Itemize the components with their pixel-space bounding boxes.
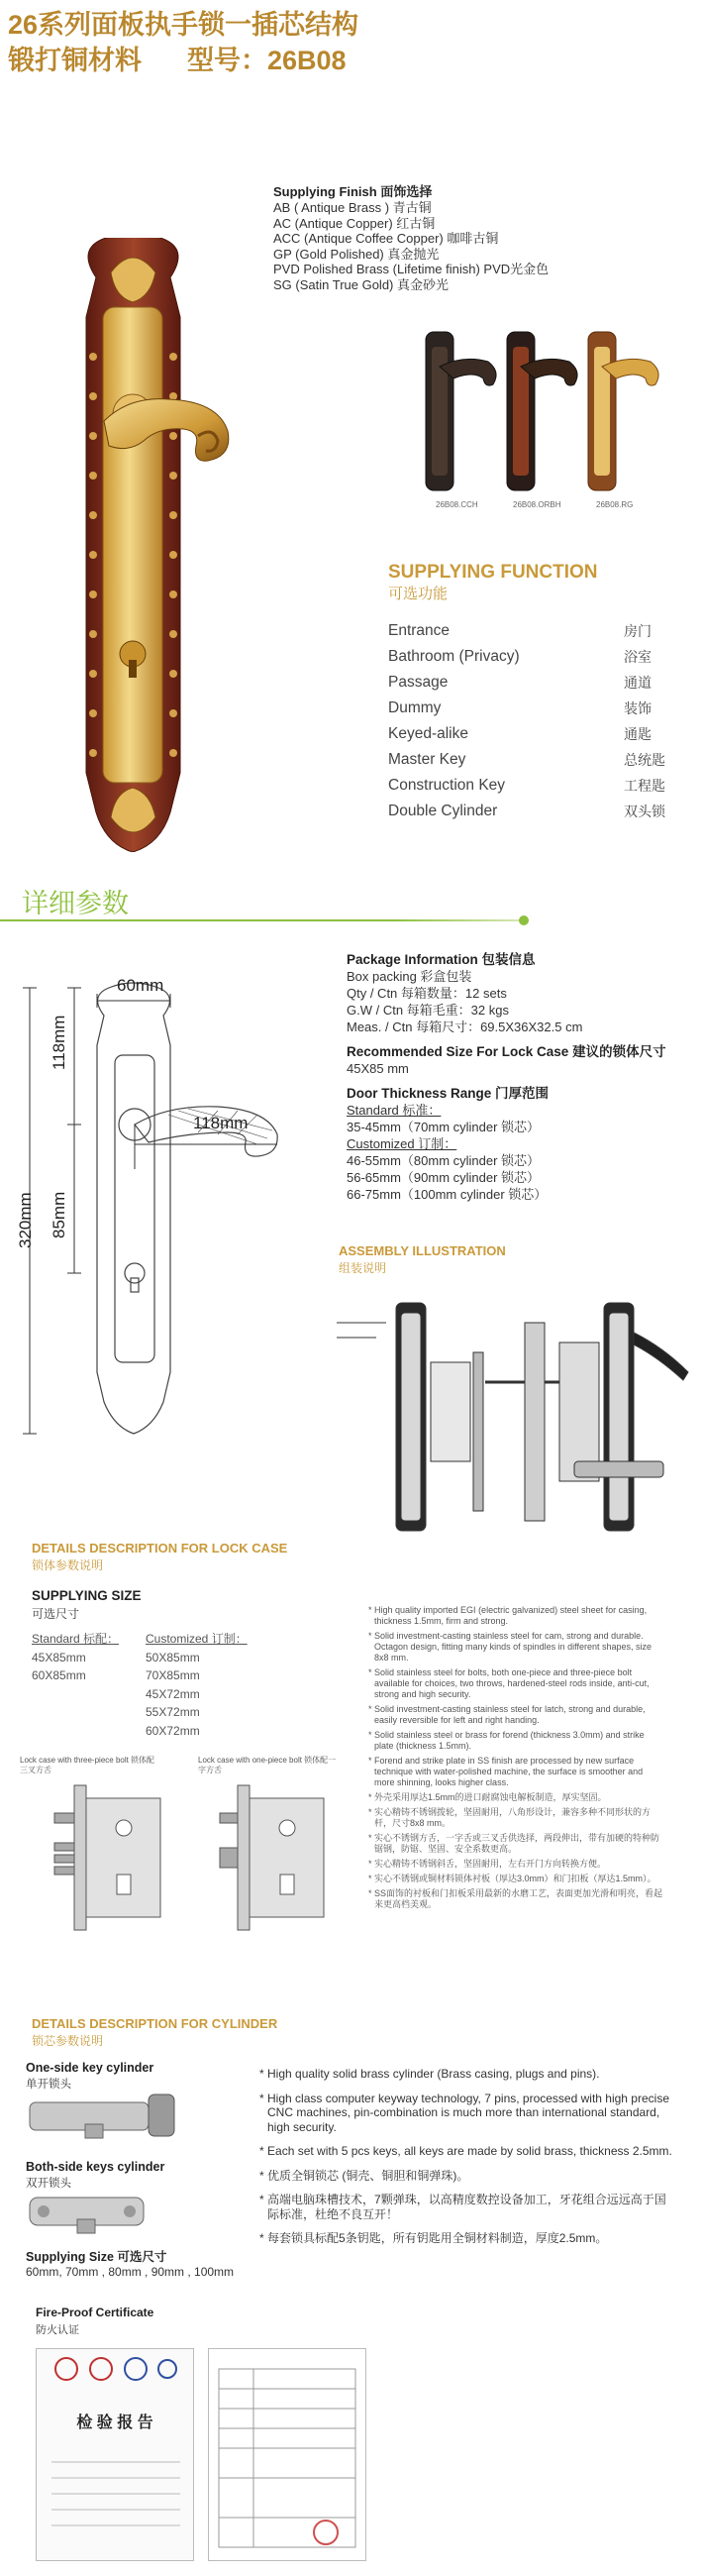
- variant-thumb-cch: [414, 327, 503, 495]
- assembly-subtitle: 组装说明: [339, 1261, 387, 1275]
- size-item: 70X85mm: [146, 1668, 200, 1682]
- certificate-subtitle: 防火认证: [36, 2324, 79, 2336]
- bullet: * SS面饰的衬板和门扣板采用最新的水磨工艺，表面更加光滑和明亮，看起来更高档美观。: [368, 1888, 663, 1909]
- function-en: Master Key: [388, 751, 466, 768]
- bullet: * Each set with 5 pcs keys, all keys are made by solid brass, thickness 2.5mm.: [259, 2144, 672, 2158]
- package-line: Box packing 彩盒包装: [347, 969, 472, 984]
- finish-item: ACC (Antique Coffee Copper) 咖啡古铜: [273, 231, 499, 246]
- function-cn: 通道: [624, 675, 652, 691]
- package-info: [347, 951, 666, 1203]
- product-subtitle: [8, 44, 347, 77]
- lock-case-one-bolt-image: [198, 1783, 356, 1932]
- function-row: [388, 721, 685, 747]
- function-subtitle: 可选功能: [388, 586, 449, 602]
- finish-item: GP (Gold Polished) 真金抛光: [273, 246, 440, 262]
- dim-width: 60mm: [117, 976, 164, 995]
- lock-case-title: DETAILS DESCRIPTION FOR LOCK CASE: [32, 1541, 288, 1556]
- main-lever-image: [99, 391, 238, 490]
- certificate-title: Fire-Proof Certificate: [36, 2306, 154, 2319]
- model-label: 型号：26B08: [187, 46, 347, 75]
- function-title: SUPPLYING FUNCTION: [388, 562, 598, 583]
- function-cn: 工程匙: [624, 778, 665, 794]
- function-cn: 装饰: [624, 700, 652, 716]
- function-en: Bathroom (Privacy): [388, 648, 520, 665]
- finish-item: SG (Satin True Gold) 真金砂光: [273, 276, 449, 292]
- finish-item: AB ( Antique Brass ) 青古铜: [273, 200, 432, 215]
- size-item: 45X72mm: [146, 1686, 200, 1701]
- bullet: * Solid stainless steel or brass for forend (thickness 3.0mm) and strike plate (thickness 1.5mm).: [368, 1730, 645, 1751]
- function-en: Entrance: [388, 622, 451, 639]
- function-table: [388, 618, 685, 824]
- section-title: 详细参数: [22, 889, 129, 918]
- package-line: G.W / Ctn 每箱毛重：32 kgs: [347, 1003, 509, 1018]
- function-row: [388, 644, 685, 670]
- finish-item: PVD Polished Brass (Lifetime finish) PVD光金色: [273, 262, 550, 276]
- function-cn: 浴室: [624, 649, 652, 665]
- function-cn: 总统匙: [624, 752, 665, 768]
- lock-case-caption: Lock case with three-piece bolt 锁体配三叉方舌: [20, 1756, 155, 1774]
- function-row: [388, 747, 685, 773]
- bullet: * Solid investment-casting stainless steel for latch, strong and durable, easily reversible for left and right handing.: [368, 1704, 646, 1725]
- cylinder-title: DETAILS DESCRIPTION FOR CYLINDER: [32, 2016, 278, 2031]
- lock-case-caption: Lock case with one-piece bolt 锁体配一字方舌: [198, 1756, 337, 1774]
- dim-lower: 85mm: [50, 1191, 68, 1238]
- bullet: * 实心精铸不锈钢拨轮，坚固耐用，八角形设计，兼容多种不同形状的方杆，尺寸8x8 mm。: [368, 1807, 652, 1828]
- size-item: 50X85mm: [146, 1650, 200, 1664]
- dim-total: 320mm: [16, 1192, 35, 1248]
- section-divider: [0, 919, 525, 921]
- bullet: * High quality imported EGI (electric galvanized) steel sheet for casing, thickness 1.5mm, firm and strong.: [368, 1605, 648, 1626]
- one-side-cylinder-cn: 单开锁头: [26, 2079, 71, 2091]
- dim-upper: 118mm: [50, 1015, 68, 1070]
- function-en: Double Cylinder: [388, 803, 498, 819]
- lock-case-bullets: [368, 1605, 665, 1914]
- size-item: 45X85mm: [32, 1650, 86, 1664]
- cylinder-subtitle: 锁芯参数说明: [32, 2034, 104, 2048]
- bullet: * High class computer keyway technology, 7 pins, processed with high precise CNC machines, pin-combination is much more than international standard, high security.: [259, 2091, 669, 2134]
- supplying-size-subtitle: 可选尺寸: [32, 1607, 80, 1621]
- function-cn: 双头锁: [624, 804, 665, 819]
- function-row: [388, 696, 685, 721]
- function-row: [388, 670, 685, 696]
- door-thickness-title: Door Thickness Range 门厚范围: [347, 1086, 550, 1101]
- material-label: 锻打铜材料: [8, 46, 142, 75]
- bullet: * Solid investment-casting stainless steel for cam, strong and durable. Octagon design, fitting many kinds of spindles in different shapes, size 8x8 mm.: [368, 1631, 652, 1663]
- standard-label: Standard 标准：: [347, 1103, 442, 1118]
- cylinder-bullets: [259, 2067, 675, 2256]
- recommended-title: Recommended Size For Lock Case 建议的锁体尺寸: [347, 1044, 666, 1059]
- dim-handle: 118mm: [193, 1114, 249, 1132]
- bullet: * Forend and strike plate in SS finish are processed by new surface technique with water-polished machine, the surface is smoother and more shinning, looks higher class.: [368, 1756, 644, 1787]
- variant-label: 26B08.CCH: [436, 500, 478, 509]
- customized-line: 46-55mm（80mm cylinder 锁芯）: [347, 1153, 541, 1168]
- bullet: * 实心不锈钢或铜材料锁体衬板（厚达3.0mm）和门扣板（厚达1.5mm）。: [368, 1874, 656, 1883]
- custom-sizes: [146, 1630, 248, 1740]
- lock-case-subtitle: 锁体参数说明: [32, 1558, 104, 1572]
- size-item: 60X72mm: [146, 1723, 200, 1738]
- bullet: * 外壳采用厚达1.5mm的进口耐腐蚀电解板制造，厚实坚固。: [368, 1792, 607, 1802]
- bullet: * High quality solid brass cylinder (Brass casing, plugs and pins).: [259, 2067, 600, 2081]
- variant-label: 26B08.ORBH: [513, 500, 561, 509]
- variant-thumb-orbh: [495, 327, 584, 495]
- package-line: Qty / Ctn 每箱数量：12 sets: [347, 986, 507, 1001]
- bullet: * 实心不锈钢方舌，一字舌或三叉舌供选择，两段伸出，带有加硬的特种防锯钢，防锯、坚固、安全系数更高。: [368, 1833, 660, 1854]
- assembly-title: ASSEMBLY ILLUSTRATION: [339, 1243, 506, 1258]
- bullet: * 高端电脑珠槽技术，7颗弹珠，以高精度数控设备加工，牙花组合远远高于国际标准，杜绝不良互开！: [259, 2193, 666, 2221]
- function-en: Dummy: [388, 699, 442, 716]
- variant-thumb-rg: [576, 327, 665, 495]
- customized-label: Customized 订制：: [347, 1136, 457, 1151]
- certificate-table: [209, 2349, 365, 2560]
- function-row: [388, 618, 685, 644]
- assembly-illustration: [337, 1293, 693, 1541]
- size-item: 60X85mm: [32, 1668, 86, 1682]
- certificate-page: [208, 2348, 366, 2561]
- finish-item: AC (Antique Copper) 红古铜: [273, 215, 436, 231]
- section-divider-dot: [519, 915, 529, 925]
- standard-sizes: [32, 1630, 119, 1685]
- function-row: [388, 773, 685, 799]
- bullet: * Solid stainless steel for bolts, both one-piece and three-piece bolt available for choices, two throws, hardened-steel rods inside, anti-cut, strong and high security.: [368, 1667, 650, 1699]
- function-en: Construction Key: [388, 777, 506, 794]
- customized-line: 56-65mm（90mm cylinder 锁芯）: [347, 1170, 541, 1185]
- size-item: 55X72mm: [146, 1705, 200, 1719]
- function-cn: 房门: [624, 623, 652, 639]
- function-en: Passage: [388, 674, 449, 691]
- bullet: * 每套锁具标配5条钥匙，所有钥匙用全铜材料制造，厚度2.5mm。: [259, 2231, 608, 2245]
- lock-case-three-bolt-image: [20, 1783, 178, 1932]
- bullet: * 实心精铸不锈钢斜舌，坚固耐用，左右开门方向转换方便。: [368, 1859, 607, 1869]
- both-side-cylinder-label: Both-side keys cylinder: [26, 2160, 165, 2174]
- standard-line: 35-45mm（70mm cylinder 锁芯）: [347, 1120, 541, 1134]
- main-handle-image: [51, 238, 215, 852]
- customized-line: 66-75mm（100mm cylinder 锁芯）: [347, 1187, 548, 1202]
- finish-title: Supplying Finish 面饰选择: [273, 184, 433, 199]
- variant-label: 26B08.RG: [596, 500, 634, 509]
- cylinder-size-label: Supplying Size 可选尺寸: [26, 2250, 167, 2264]
- package-line: Meas. / Ctn 每箱尺寸：69.5X36X32.5 cm: [347, 1020, 583, 1034]
- finish-list: [273, 200, 549, 292]
- function-cn: 通匙: [624, 726, 652, 742]
- report-heading: 检 验 报 告: [76, 2415, 153, 2431]
- one-side-cylinder-label: One-side key cylinder: [26, 2061, 154, 2075]
- both-side-cylinder-image: [26, 2188, 154, 2237]
- supplying-size-title: SUPPLYING SIZE: [32, 1588, 142, 1603]
- report-lines: [37, 2432, 193, 2561]
- certificate-logos: [37, 2349, 193, 2389]
- custom-head: Customized 订制：: [146, 1632, 248, 1646]
- one-side-cylinder-image: [26, 2089, 184, 2143]
- cylinder-sizes: 60mm, 70mm , 80mm , 90mm , 100mm: [26, 2265, 235, 2279]
- product-title: 26系列面板执手锁一插芯结构: [8, 10, 359, 40]
- function-en: Keyed-alike: [388, 725, 468, 742]
- certificate-cover: [36, 2348, 194, 2561]
- both-side-cylinder-cn: 双开锁头: [26, 2178, 71, 2190]
- package-title: Package Information 包装信息: [347, 952, 536, 967]
- recommended-value: 45X85 mm: [347, 1061, 409, 1076]
- bullet: * 优质全铜锁芯 (铜壳、铜胆和铜弹珠)。: [259, 2168, 469, 2183]
- standard-head: Standard 标配：: [32, 1632, 120, 1646]
- function-row: [388, 799, 685, 824]
